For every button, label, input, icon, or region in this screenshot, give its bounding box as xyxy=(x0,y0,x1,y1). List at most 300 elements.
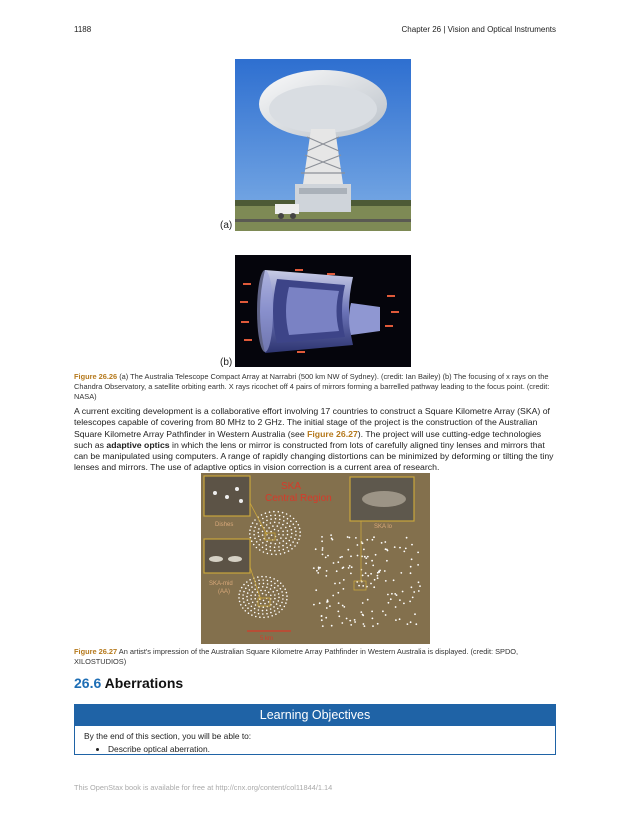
antenna-dot xyxy=(357,544,359,546)
antenna-dot xyxy=(269,546,271,548)
antenna-dot xyxy=(373,586,375,588)
antenna-dot xyxy=(341,556,343,558)
antenna-dot xyxy=(291,529,293,531)
antenna-dot xyxy=(406,537,408,539)
antenna-dot xyxy=(317,572,319,574)
antenna-dot xyxy=(350,573,352,575)
ska-title-line-1: SKA xyxy=(281,481,302,492)
antenna-dot xyxy=(384,541,386,543)
antenna-dot xyxy=(254,519,256,521)
antenna-dot xyxy=(370,573,372,575)
antenna-dot xyxy=(409,601,411,603)
antenna-dot xyxy=(390,598,392,600)
antenna-dot xyxy=(388,602,390,604)
antenna-dot xyxy=(265,576,267,578)
figure-26-27-number: Figure 26.27 xyxy=(74,647,118,656)
antenna-dot xyxy=(367,575,369,577)
antenna-dot xyxy=(386,560,388,562)
antenna-dot xyxy=(326,607,328,609)
antenna-dot xyxy=(322,549,324,551)
antenna-dot xyxy=(341,622,343,624)
antenna-dot xyxy=(277,580,279,582)
antenna-dot xyxy=(274,550,276,552)
antenna-dot xyxy=(322,554,324,556)
antenna-dot xyxy=(295,534,297,536)
antenna-dot xyxy=(274,514,276,516)
antenna-dot xyxy=(294,527,296,529)
antenna-dot xyxy=(256,547,258,549)
antenna-dot xyxy=(239,590,241,592)
antenna-dot xyxy=(266,609,268,611)
antenna-dot xyxy=(274,529,276,531)
antenna-dot xyxy=(295,531,297,533)
antenna-dot xyxy=(270,542,272,544)
antenna-dot xyxy=(321,536,323,538)
antenna-dot xyxy=(410,566,412,568)
antenna-dot xyxy=(255,616,257,618)
antenna-dot xyxy=(245,588,247,590)
antenna-dot xyxy=(287,534,289,536)
antenna-dot xyxy=(289,540,291,542)
antenna-dot xyxy=(362,614,364,616)
antenna-dot xyxy=(319,602,321,604)
antenna-dot xyxy=(334,583,336,585)
antenna-dot xyxy=(278,534,280,536)
antenna-dot xyxy=(410,572,412,574)
antenna-dot xyxy=(293,523,295,525)
antenna-dot xyxy=(336,570,338,572)
antenna-dot xyxy=(259,616,261,618)
antenna-dot xyxy=(316,570,318,572)
scale-bar-label: 5 km xyxy=(260,636,274,642)
learning-objectives-box xyxy=(74,704,556,755)
antenna-dot xyxy=(292,541,294,543)
antenna-dot xyxy=(395,606,397,608)
antenna-dot xyxy=(262,547,264,549)
antenna-dot xyxy=(266,541,268,543)
antenna-dot xyxy=(405,548,407,550)
antenna-dot xyxy=(391,593,393,595)
antenna-dot xyxy=(296,521,298,523)
antenna-dot xyxy=(337,611,339,613)
antenna-dot xyxy=(290,536,292,538)
antenna-dot xyxy=(254,538,256,540)
antenna-dot xyxy=(337,561,339,563)
antenna-dot xyxy=(379,570,381,572)
antenna-dot xyxy=(354,621,356,623)
antenna-dot xyxy=(242,607,244,609)
antenna-dot xyxy=(331,625,333,627)
antenna-dot xyxy=(286,543,288,545)
body-text-part-2: ). The project will use cutting-edge technologies such as xyxy=(74,428,542,450)
antenna-dot xyxy=(278,593,280,595)
antenna-dot xyxy=(238,594,240,596)
antenna-dot xyxy=(384,570,386,572)
antenna-dot xyxy=(411,586,413,588)
antenna-dot xyxy=(364,625,366,627)
antenna-dot xyxy=(347,536,349,538)
antenna-dot xyxy=(343,606,345,608)
antenna-dot xyxy=(248,612,250,614)
antenna-dot xyxy=(283,520,285,522)
antenna-dot xyxy=(263,522,265,524)
antenna-dot xyxy=(268,601,270,603)
antenna-dot xyxy=(262,531,264,533)
antenna-dot xyxy=(289,525,291,527)
antenna-dot xyxy=(278,511,280,513)
antenna-dot xyxy=(243,601,245,603)
antenna-dot xyxy=(280,588,282,590)
antenna-dot xyxy=(288,550,290,552)
antenna-dot xyxy=(399,547,401,549)
panel-label-b: (b) xyxy=(220,357,233,368)
antenna-dot xyxy=(250,610,252,612)
antenna-dot xyxy=(372,618,374,620)
antenna-dot xyxy=(263,617,265,619)
antenna-dot xyxy=(254,612,256,614)
antenna-dot xyxy=(261,514,263,516)
antenna-dot xyxy=(395,619,397,621)
antenna-dot xyxy=(332,595,334,597)
antenna-dot xyxy=(278,550,280,552)
antenna-dot xyxy=(274,594,276,596)
antenna-dot xyxy=(349,620,351,622)
antenna-dot xyxy=(410,621,412,623)
antenna-dot xyxy=(256,523,258,525)
antenna-dot xyxy=(411,544,413,546)
antenna-dot xyxy=(270,612,272,614)
antenna-dot xyxy=(265,594,267,596)
antenna-dot xyxy=(286,513,288,515)
antenna-dot xyxy=(313,567,315,569)
antenna-dot xyxy=(280,582,282,584)
learning-objectives-intro: By the end of this section, you will be able to: xyxy=(84,731,252,741)
antenna-dot xyxy=(267,580,269,582)
ska-mid-label: SKA-mid xyxy=(209,581,233,587)
antenna-dot xyxy=(251,540,253,542)
antenna-dot xyxy=(338,615,340,617)
antenna-dot xyxy=(262,613,264,615)
antenna-dot xyxy=(251,582,253,584)
antenna-dot xyxy=(247,607,249,609)
antenna-dot xyxy=(291,548,293,550)
antenna-dot xyxy=(321,615,323,617)
chandra-mirror-diagram xyxy=(235,255,411,367)
body-paragraph xyxy=(74,406,558,474)
figure-26-27-caption-text: An artist's impression of the Australian Square Kilometre Array Pathfinder in Western Australia is displayed. (credit: SPDO, XILOSTUDIOS) xyxy=(74,647,519,666)
antenna-dot xyxy=(387,550,389,552)
antenna-dot xyxy=(371,560,373,562)
antenna-dot xyxy=(373,536,375,538)
antenna-dot xyxy=(346,618,348,620)
antenna-dot xyxy=(276,603,278,605)
antenna-dot xyxy=(315,589,317,591)
antenna-dot xyxy=(343,567,345,569)
antenna-dot xyxy=(265,512,267,514)
antenna-dot xyxy=(330,534,332,536)
antenna-dot xyxy=(258,609,260,611)
antenna-dot xyxy=(271,585,273,587)
antenna-dot xyxy=(419,585,421,587)
antenna-dot xyxy=(259,583,261,585)
antenna-dot xyxy=(279,515,281,517)
antenna-dot xyxy=(343,579,345,581)
footer-note: This OpenStax book is available for free at http://cnx.org/content/col11844/1.14 xyxy=(74,783,333,792)
section-heading xyxy=(74,675,183,691)
antenna-dot xyxy=(351,566,353,568)
antenna-dot xyxy=(281,609,283,611)
antenna-dot xyxy=(362,585,364,587)
antenna-dot xyxy=(325,575,327,577)
antenna-dot xyxy=(272,525,274,527)
antenna-dot xyxy=(263,606,265,608)
antenna-dot xyxy=(342,605,344,607)
antenna-dot xyxy=(270,522,272,524)
body-text-part-3: in which the lens or mirror is constructed from lots of carefully aligned tiny lenses and mirrors that can be manipulated using computers. A range of rapidly changing distortions can be minimized by deforming or tilting the tiny lenses and mirrors. The use of adaptive optics in vision correction is a current area of research. xyxy=(74,439,554,473)
antenna-dot xyxy=(255,594,257,596)
antenna-dot xyxy=(269,577,271,579)
antenna-dot xyxy=(327,599,329,601)
antenna-dot xyxy=(326,570,328,572)
antenna-dot xyxy=(250,537,252,539)
antenna-dot xyxy=(375,554,377,556)
antenna-dot xyxy=(349,565,351,567)
antenna-dot xyxy=(250,526,252,528)
antenna-dot xyxy=(372,625,374,627)
antenna-dot xyxy=(282,598,284,600)
antenna-dot xyxy=(374,579,376,581)
antenna-dot xyxy=(366,539,368,541)
antenna-dot xyxy=(253,544,255,546)
antenna-dot xyxy=(277,585,279,587)
antenna-dot xyxy=(319,567,321,569)
antenna-dot xyxy=(414,613,416,615)
antenna-dot xyxy=(393,579,395,581)
antenna-dot xyxy=(287,530,289,532)
antenna-dot xyxy=(274,583,276,585)
panel-label-a: (a) xyxy=(220,220,233,231)
antenna-dot xyxy=(258,536,260,538)
antenna-dot xyxy=(258,544,260,546)
antenna-dot xyxy=(282,545,284,547)
antenna-dot xyxy=(282,531,284,533)
ska-mid-sublabel: (AA) xyxy=(218,589,230,595)
antenna-dot xyxy=(282,534,284,536)
antenna-dot xyxy=(286,547,288,549)
antenna-dot xyxy=(266,520,268,522)
antenna-dot xyxy=(338,602,340,604)
antenna-dot xyxy=(254,589,256,591)
antenna-dot xyxy=(291,533,293,535)
antenna-dot xyxy=(248,585,250,587)
antenna-dot xyxy=(266,587,268,589)
antenna-dot xyxy=(240,604,242,606)
antenna-dot xyxy=(407,623,409,625)
antenna-dot xyxy=(372,539,374,541)
body-text-part-1: A current exciting development is a collaborative effort involving 17 countries to construct a Square Kilometre Array (SKA) of telescopes capable of covering from 80 MHz to 2 GHz. The initial stage of the project is the construction of the Australian Square Kilometre Array Pathfinder in Western Australia (see xyxy=(74,406,550,439)
antenna-dot xyxy=(347,549,349,551)
antenna-dot xyxy=(282,524,284,526)
antenna-dot xyxy=(402,591,404,593)
antenna-dot xyxy=(360,611,362,613)
antenna-dot xyxy=(271,615,273,617)
antenna-dot xyxy=(266,530,268,532)
antenna-dot xyxy=(365,572,367,574)
antenna-dot xyxy=(270,518,272,520)
running-header: Chapter 26 | Vision and Optical Instruments xyxy=(401,25,556,34)
antenna-dot xyxy=(382,610,384,612)
antenna-dot xyxy=(298,524,300,526)
antenna-dot xyxy=(263,600,265,602)
antenna-dot xyxy=(377,577,379,579)
antenna-dot xyxy=(337,592,339,594)
antenna-dot xyxy=(355,537,357,539)
antenna-dot xyxy=(257,532,259,534)
antenna-dot xyxy=(266,524,268,526)
antenna-dot xyxy=(275,613,277,615)
antenna-dot xyxy=(249,589,251,591)
antenna-dot xyxy=(415,623,417,625)
antenna-dot xyxy=(247,592,249,594)
antenna-dot xyxy=(252,591,254,593)
antenna-dot xyxy=(325,557,327,559)
antenna-dot xyxy=(252,602,254,604)
radio-telescope-photo xyxy=(235,59,411,231)
ska-title-line-2: Central Region xyxy=(265,493,332,504)
antenna-dot xyxy=(267,616,269,618)
antenna-dot xyxy=(258,587,260,589)
antenna-dot xyxy=(250,595,252,597)
antenna-dot xyxy=(280,537,282,539)
antenna-dot xyxy=(251,586,253,588)
antenna-dot xyxy=(339,582,341,584)
antenna-dot xyxy=(403,551,405,553)
antenna-dot xyxy=(362,602,364,604)
antenna-dot xyxy=(255,604,257,606)
antenna-dot xyxy=(322,625,324,627)
antenna-dot xyxy=(242,594,244,596)
antenna-dot xyxy=(273,601,275,603)
antenna-dot xyxy=(399,599,401,601)
antenna-dot xyxy=(250,598,252,600)
antenna-dot xyxy=(298,539,300,541)
antenna-dot xyxy=(293,518,295,520)
antenna-dot xyxy=(264,590,266,592)
antenna-dot xyxy=(243,584,245,586)
antenna-dot xyxy=(350,555,352,557)
antenna-dot xyxy=(273,591,275,593)
figure-26-26-caption-text: (a) The Australia Telescope Compact Array at Narrabri (500 km NW of Sydney). (credit: Ian Bailey) (b) The focusing of x rays on the Chandra Observatory, a satellite orbiting earth. X rays ricochet off 4 pairs of mirrors forming a barrelled pathway leading to the focus point. (credit: NASA) xyxy=(74,372,550,401)
antenna-dot xyxy=(377,575,379,577)
antenna-dot xyxy=(284,588,286,590)
antenna-dot xyxy=(258,580,260,582)
antenna-dot xyxy=(285,537,287,539)
antenna-dot xyxy=(349,537,351,539)
antenna-dot xyxy=(262,586,264,588)
ska-lo-label: SKA lo xyxy=(374,524,393,530)
antenna-dot xyxy=(249,579,251,581)
antenna-dot xyxy=(254,608,256,610)
antenna-dot xyxy=(262,518,264,520)
section-number: 26.6 xyxy=(74,675,102,691)
antenna-dot xyxy=(322,547,324,549)
antenna-dot xyxy=(329,605,331,607)
antenna-dot xyxy=(263,551,265,553)
antenna-dot xyxy=(265,544,267,546)
antenna-dot xyxy=(280,527,282,529)
antenna-dot xyxy=(299,535,301,537)
antenna-dot xyxy=(363,549,365,551)
antenna-dot xyxy=(357,555,359,557)
antenna-dot xyxy=(266,548,268,550)
antenna-dot xyxy=(266,613,268,615)
antenna-dot xyxy=(246,596,248,598)
antenna-dot xyxy=(417,552,419,554)
antenna-dot xyxy=(274,522,276,524)
antenna-dot xyxy=(367,556,369,558)
antenna-dot xyxy=(403,603,405,605)
antenna-dot xyxy=(297,542,299,544)
antenna-dot xyxy=(279,519,281,521)
antenna-dot xyxy=(282,512,284,514)
antenna-dot xyxy=(275,554,277,556)
antenna-dot xyxy=(385,580,387,582)
antenna-dot xyxy=(270,531,272,533)
page-number: 1188 xyxy=(74,25,92,34)
antenna-dot xyxy=(277,525,279,527)
antenna-dot xyxy=(283,516,285,518)
antenna-dot xyxy=(279,542,281,544)
antenna-dot xyxy=(258,613,260,615)
antenna-dot xyxy=(261,576,263,578)
antenna-dot xyxy=(267,553,269,555)
antenna-dot xyxy=(239,601,241,603)
antenna-dot xyxy=(270,515,272,517)
figure-26-26-caption xyxy=(74,372,556,402)
antenna-dot xyxy=(246,581,248,583)
antenna-dot xyxy=(266,516,268,518)
figure-26-27-caption xyxy=(74,647,556,667)
antenna-dot xyxy=(286,595,288,597)
antenna-dot xyxy=(284,606,286,608)
figure-26-27-link[interactable]: Figure 26.27 xyxy=(307,428,358,439)
antenna-dot xyxy=(284,552,286,554)
antenna-dot xyxy=(271,534,273,536)
antenna-dot xyxy=(363,623,365,625)
antenna-dot xyxy=(271,553,273,555)
antenna-dot xyxy=(259,539,261,541)
antenna-dot xyxy=(343,588,345,590)
antenna-dot xyxy=(238,597,240,599)
antenna-dot xyxy=(290,520,292,522)
antenna-dot xyxy=(274,598,276,600)
antenna-dot xyxy=(315,548,317,550)
antenna-dot xyxy=(271,581,273,583)
antenna-dot xyxy=(331,538,333,540)
antenna-dot xyxy=(417,564,419,566)
antenna-dot xyxy=(260,603,262,605)
antenna-dot xyxy=(242,598,244,600)
antenna-dot xyxy=(254,527,256,529)
antenna-dot xyxy=(276,539,278,541)
antenna-dot xyxy=(274,587,276,589)
antenna-dot xyxy=(354,619,356,621)
antenna-dot xyxy=(385,614,387,616)
antenna-dot xyxy=(248,603,250,605)
antenna-dot xyxy=(270,595,272,597)
antenna-dot xyxy=(276,590,278,592)
antenna-dot xyxy=(273,578,275,580)
